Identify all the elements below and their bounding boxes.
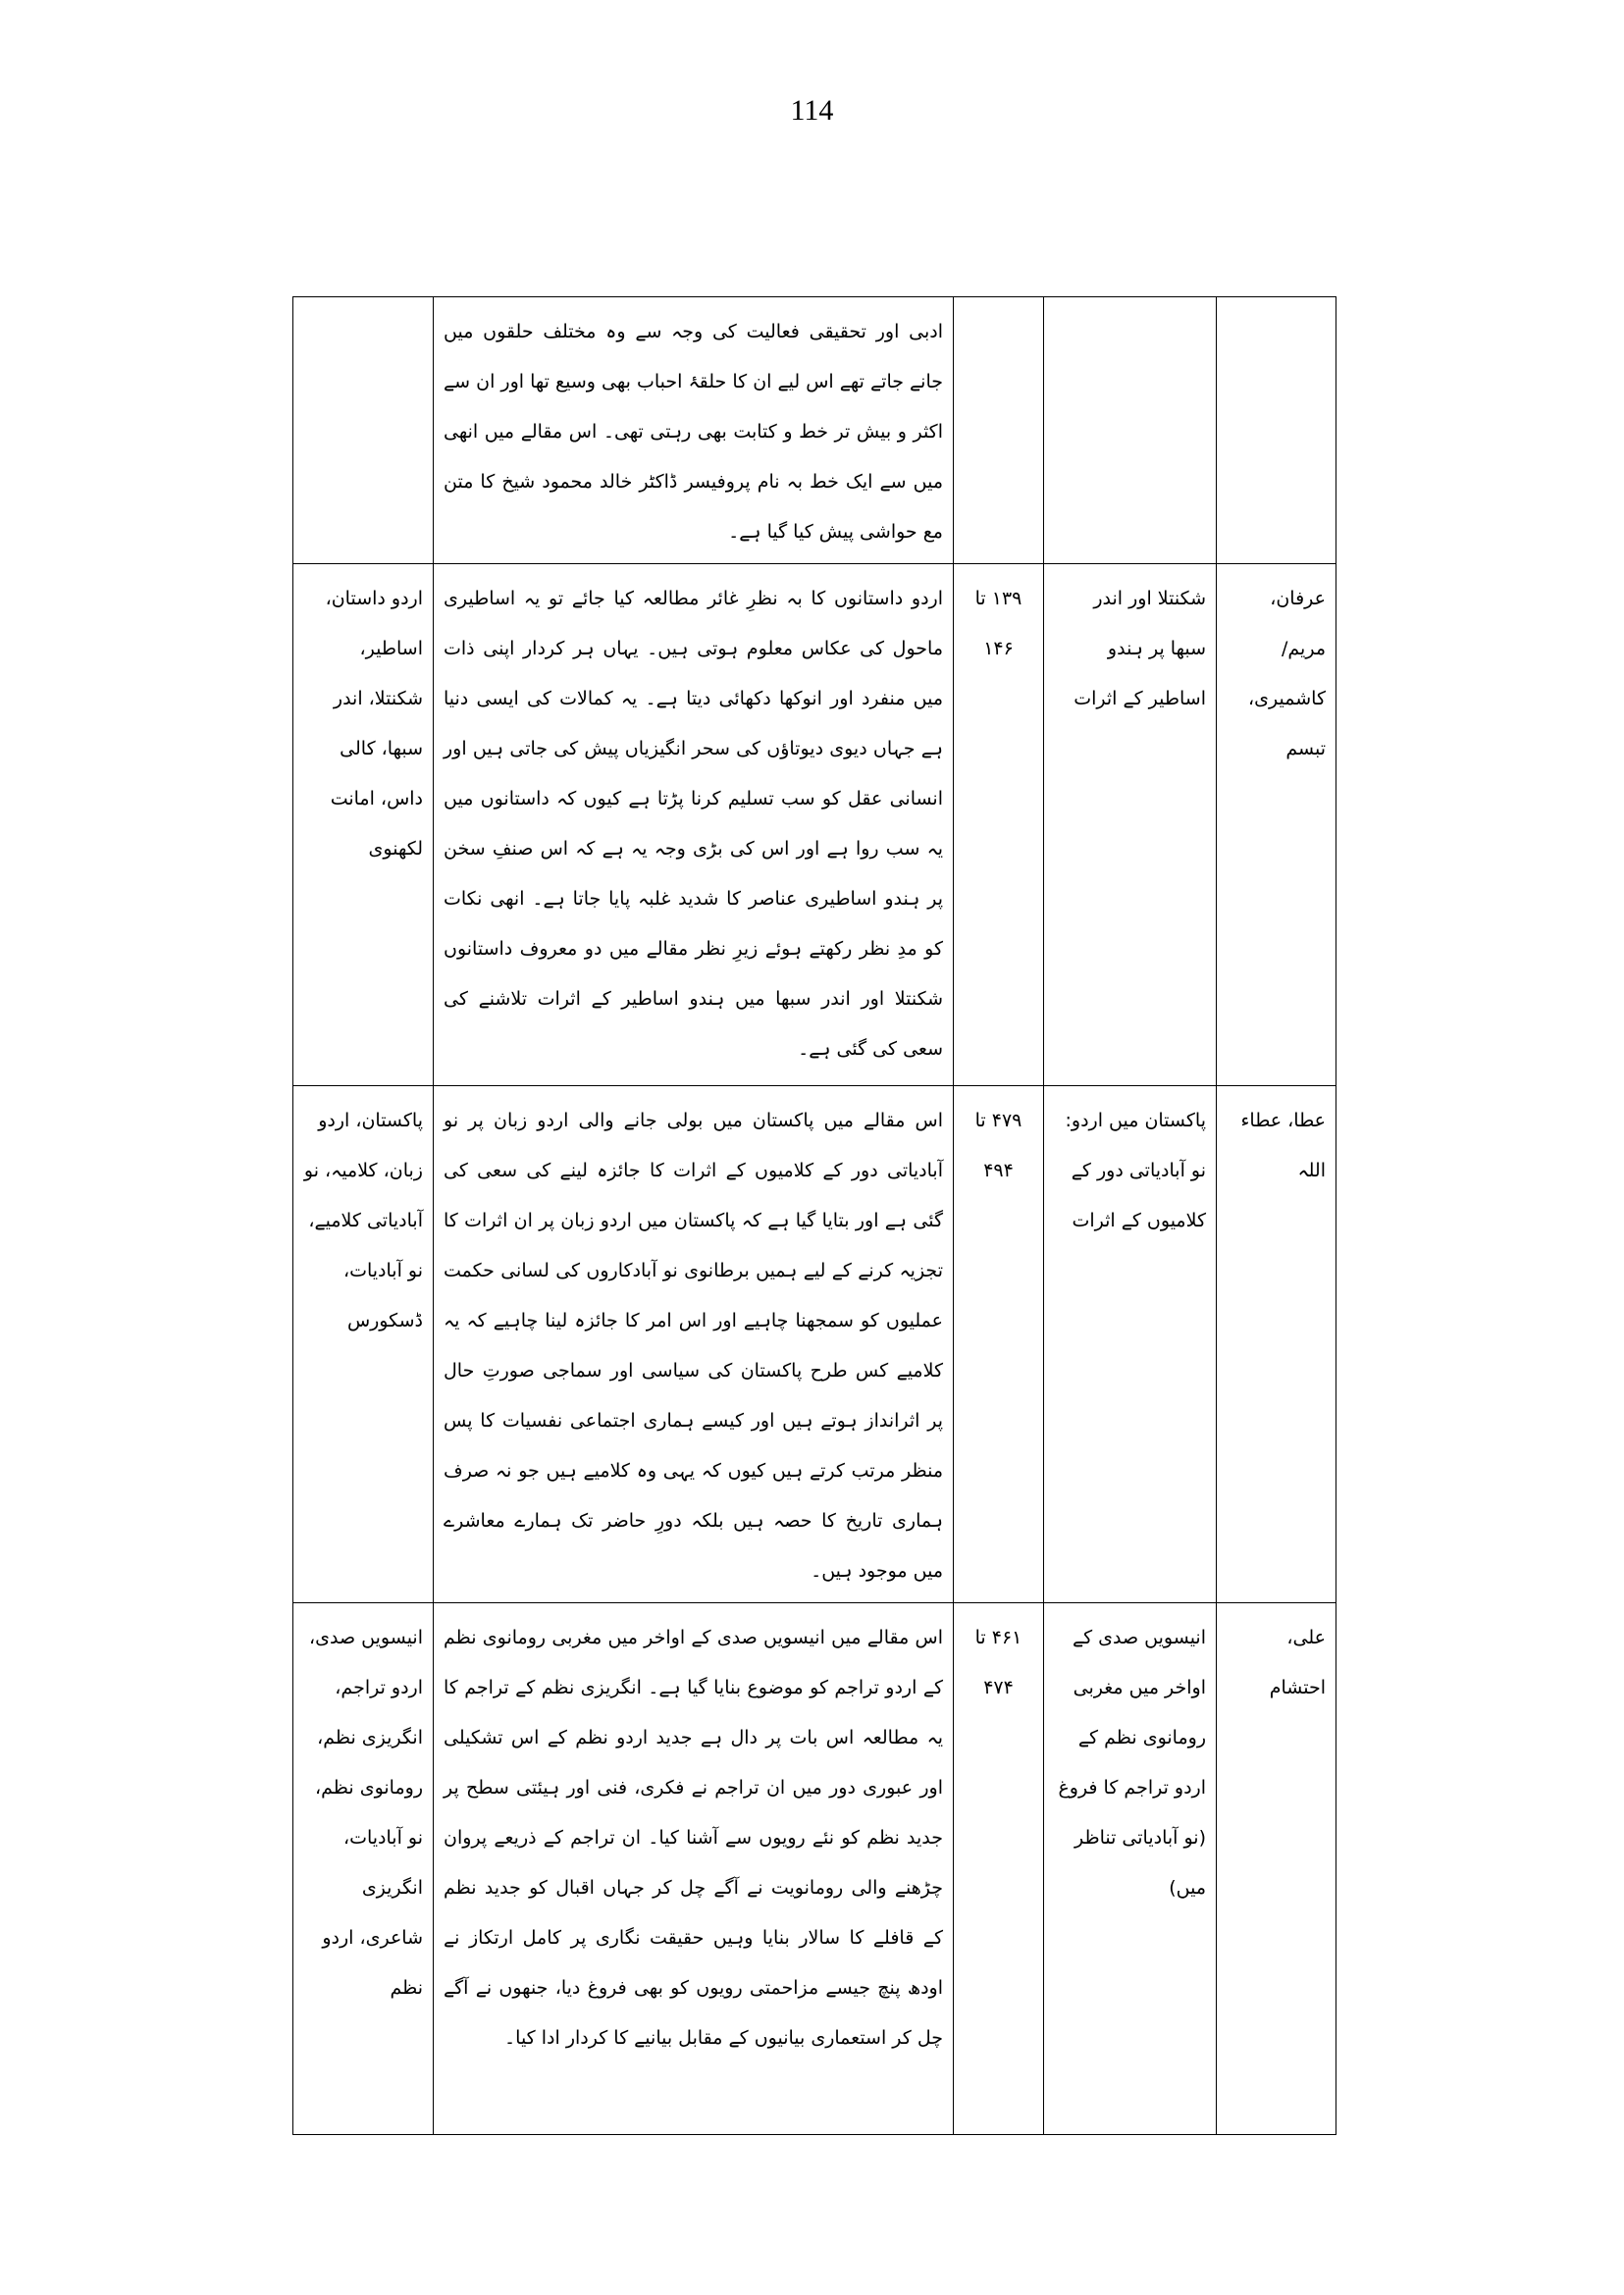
bibliography-table: [292, 296, 1336, 2135]
keywords-cell: اردو داستان، اساطیر، شکنتلا، اندر سبھا، کالی داس، امانت لکھنوی: [293, 564, 434, 1086]
keywords-cell: پاکستان، اردو زبان، کلامیہ، نو آبادیاتی کلامیے، نو آبادیات، ڈسکورس: [293, 1086, 434, 1603]
table-row: [293, 564, 1336, 1086]
abstract-text: اس مقالے میں انیسویں صدی کے اواخر میں مغربی رومانوی نظم کے اردو تراجم کو موضوع بنایا گیا ہے۔ انگریزی نظم کے تراجم کا یہ مطالعہ اس بات پر دال ہے جدید اردو نظم کے اس تشکیلی اور عبوری دور میں ان تراجم نے فکری، فنی اور ہیئتی سطح پر جدید نظم کو نئے رویوں سے آشنا کیا۔ ان تراجم کے ذریعے پروان چڑھنے والی رومانویت نے آگے چل کر جہاں اقبال کو جدید نظم کے قافلے کا سالار بنایا وہیں حقیقت نگاری پر کامل ارتکاز نے اودھ پنچ جیسے مزاحمتی رویوں کو بھی فروغ دیا، جنھوں نے آگے چل کر استعماری بیانیوں کے مقابل بیانیے کا کردار ادا کیا۔: [444, 1627, 943, 2049]
keywords-cell: [293, 297, 434, 564]
author-cell: [1217, 297, 1336, 564]
abstract-cell: [434, 297, 954, 564]
table-row: [293, 1603, 1336, 2135]
page-number: 114: [790, 94, 834, 127]
author-cell: عرفان، مریم/ کاشمیری، تبسم: [1217, 564, 1336, 1086]
author-cell: علی، احتشام: [1217, 1603, 1336, 2135]
title-cell: شکنتلا اور اندر سبھا پر ہندو اساطیر کے اثرات: [1044, 564, 1217, 1086]
abstract-text: ادبی اور تحقیقی فعالیت کی وجہ سے وہ مختلف حلقوں میں جانے جاتے تھے اس لیے ان کا حلقۂ احباب بھی وسیع تھا اور ان سے اکثر و بیش تر خط و کتابت بھی رہتی تھی۔ اس مقالے میں انھی میں سے ایک خط بہ نام پروفیسر ڈاکٹر خالد محمود شیخ کا متن مع حواشی پیش کیا گیا ہے۔: [444, 321, 943, 543]
title-cell: [1044, 297, 1217, 564]
abstract-cell: [434, 564, 954, 1086]
abstract-cell: [434, 1086, 954, 1603]
pages-cell: ۴۷۹ تا ۴۹۴: [954, 1086, 1044, 1603]
keywords-cell: انیسویں صدی، اردو تراجم، انگریزی نظم، رومانوی نظم، نو آبادیات، انگریزی شاعری، اردو نظم: [293, 1603, 434, 2135]
author-cell: عطا، عطاء اللہ: [1217, 1086, 1336, 1603]
pages-cell: ۱۳۹ تا ۱۴۶: [954, 564, 1044, 1086]
pages-cell: [954, 297, 1044, 564]
table-row: [293, 1086, 1336, 1603]
title-cell: انیسویں صدی کے اواخر میں مغربی رومانوی نظم کے اردو تراجم کا فروغ (نو آبادیاتی تناظر میں): [1044, 1603, 1217, 2135]
table-row: [293, 297, 1336, 564]
abstract-cell: [434, 1603, 954, 2135]
abstract-text: اس مقالے میں پاکستان میں بولی جانے والی اردو زبان پر نو آبادیاتی دور کے کلامیوں کے اثرات کا جائزہ لینے کی سعی کی گئی ہے اور بتایا گیا ہے کہ پاکستان میں اردو زبان پر ان اثرات کا تجزیہ کرنے کے لیے ہمیں برطانوی نو آبادکاروں کی لسانی حکمت عملیوں کو سمجھنا چاہیے اور اس امر کا جائزہ لینا چاہیے کہ یہ کلامیے کس طرح پاکستان کی سیاسی اور سماجی صورتِ حال پر اثرانداز ہوتے ہیں اور کیسے ہماری اجتماعی نفسیات کا پس منظر مرتب کرتے ہیں کیوں کہ یہی وہ کلامیے ہیں جو نہ صرف ہماری تاریخ کا حصہ ہیں بلکہ دورِ حاضر تک ہمارے معاشرے میں موجود ہیں۔: [444, 1110, 943, 1582]
pages-cell: ۴۶۱ تا ۴۷۴: [954, 1603, 1044, 2135]
title-cell: پاکستان میں اردو: نو آبادیاتی دور کے کلامیوں کے اثرات: [1044, 1086, 1217, 1603]
abstract-text: اردو داستانوں کا بہ نظرِ غائر مطالعہ کیا جائے تو یہ اساطیری ماحول کی عکاس معلوم ہوتی ہیں۔ یہاں ہر کردار اپنی ذات میں منفرد اور انوکھا دکھائی دیتا ہے۔ یہ کمالات کی ایسی دنیا ہے جہاں دیوی دیوتاؤں کی سحر انگیزیاں پیش کی جاتی ہیں اور انسانی عقل کو سب تسلیم کرنا پڑتا ہے کیوں کہ داستانوں میں یہ سب روا ہے اور اس کی بڑی وجہ یہ ہے کہ اس صنفِ سخن پر ہندو اساطیری عناصر کا شدید غلبہ پایا جاتا ہے۔ انھی نکات کو مدِ نظر رکھتے ہوئے زیرِ نظر مقالے میں دو معروف داستانوں شکنتلا اور اندر سبھا میں ہندو اساطیر کے اثرات تلاشنے کی سعی کی گئی ہے۔: [444, 588, 943, 1060]
